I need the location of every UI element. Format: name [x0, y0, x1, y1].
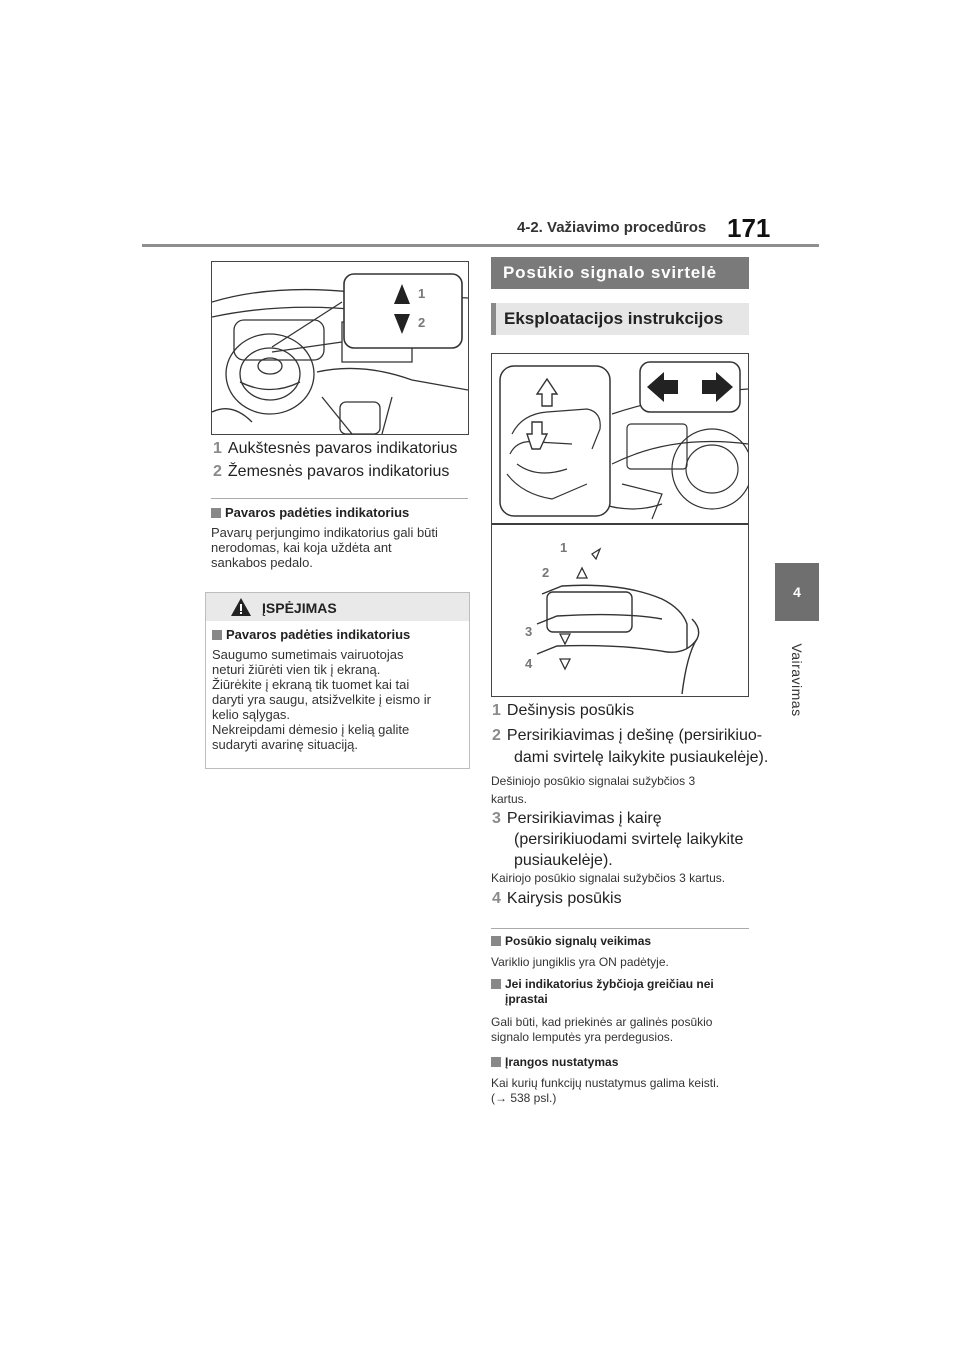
- note-text: Dešiniojo posūkio signalai sužybčios 3 kartus.: [491, 774, 696, 806]
- square-bullet-icon: [491, 1057, 501, 1067]
- figure2-label-3: 3: [525, 624, 533, 639]
- gear-indicator-figure: [211, 261, 469, 435]
- subsection-heading: Posūkio signalų veikimas: [491, 934, 651, 948]
- figure2-label-1: 1: [560, 540, 568, 555]
- note-text: Kairiojo posūkio signalai sužybčios 3 kartus.: [491, 871, 726, 885]
- item-number: 2: [213, 463, 222, 480]
- list-item: 4 Kairysis posūkis: [492, 890, 622, 907]
- turn-signal-figure: [491, 353, 749, 697]
- figure2-label-2: 2: [542, 565, 550, 580]
- subsection-heading: Jei indikatorius žybčioja greičiau nei įprastai: [491, 977, 714, 1007]
- subsection-body: Gali būti, kad priekinės ar galinės posūkio signalo lemputės yra perdegusios.: [491, 1015, 713, 1044]
- item-number: 3: [492, 810, 501, 827]
- list-item: [213, 440, 457, 458]
- chapter-label: Vairavimas: [789, 643, 805, 717]
- note-body: Pavarų perjungimo indikatorius gali būti nerodomas, kai koja uždėta ant sankabos pedalo.: [211, 525, 438, 570]
- figure1-label-2: 2: [418, 315, 426, 330]
- turn-signal-lever-illustration: [492, 354, 748, 696]
- figure2-label-4: 4: [525, 656, 533, 671]
- divider: [211, 498, 468, 499]
- item-number: 2: [492, 727, 501, 744]
- section-header: 4-2. Važiavimo procedūros: [517, 219, 707, 236]
- figure1-label-1: 1: [418, 286, 426, 301]
- list-item: [213, 463, 449, 481]
- square-bullet-icon: [491, 979, 501, 989]
- item-number: 1: [492, 702, 501, 719]
- section-title: Posūkio signalo svirtelė: [491, 257, 749, 289]
- list-item: 1 Dešinysis posūkis: [492, 702, 635, 719]
- warning-body: Saugumo sumetimais vairuotojas neturi žiūrėti vien tik į ekraną. Žiūrėkite į ekraną tik tuomet kai tai daryti yra saugu, atsižvelkite į eismo ir kelio sąlygas. Nekreipdami dėmesio į kelią galite sudaryti avarinę situaciją.: [212, 647, 431, 752]
- item-text: Žemesnės pavaros indikatorius: [227, 463, 450, 480]
- chapter-tab[interactable]: 4: [775, 563, 819, 621]
- square-bullet-icon: [212, 630, 222, 640]
- page-number: 171: [727, 213, 771, 243]
- dashboard-illustration: [212, 262, 468, 434]
- item-number: 1: [213, 440, 222, 457]
- page-reference-link[interactable]: (→ 538 psl.): [491, 1091, 557, 1105]
- divider: [491, 928, 749, 929]
- warning-box: [205, 592, 470, 769]
- item-text: Aukštesnės pavaros indikatorius: [227, 440, 458, 457]
- header-divider: [142, 244, 819, 247]
- warning-header: [206, 593, 469, 621]
- list-item: 3 Persirikiavimas į kairę (persirikiuodami svirtelę laikykite pusiaukelėje).: [492, 810, 744, 869]
- subsection-heading: Įrangos nustatymas: [491, 1055, 618, 1069]
- subsection-body: Variklio jungiklis yra ON padėtyje.: [491, 955, 669, 969]
- square-bullet-icon: [211, 508, 221, 518]
- square-bullet-icon: [491, 936, 501, 946]
- warning-triangle-icon: [230, 597, 252, 617]
- subsection-body: Kai kurių funkcijų nustatymus galima keisti. (→ 538 psl.): [491, 1076, 720, 1105]
- warning-title: ĮSPĖJIMAS: [262, 600, 337, 616]
- note-title: Pavaros padėties indikatorius: [211, 505, 409, 520]
- list-item: 2 Persirikiavimas į dešinę (persirikiuo- dami svirtelę laikykite pusiaukelėje).: [492, 727, 769, 766]
- subsection-title: Eksploatacijos instrukcijos: [491, 303, 749, 335]
- item-number: 4: [492, 890, 501, 907]
- warning-subtitle: Pavaros padėties indikatorius: [212, 627, 410, 642]
